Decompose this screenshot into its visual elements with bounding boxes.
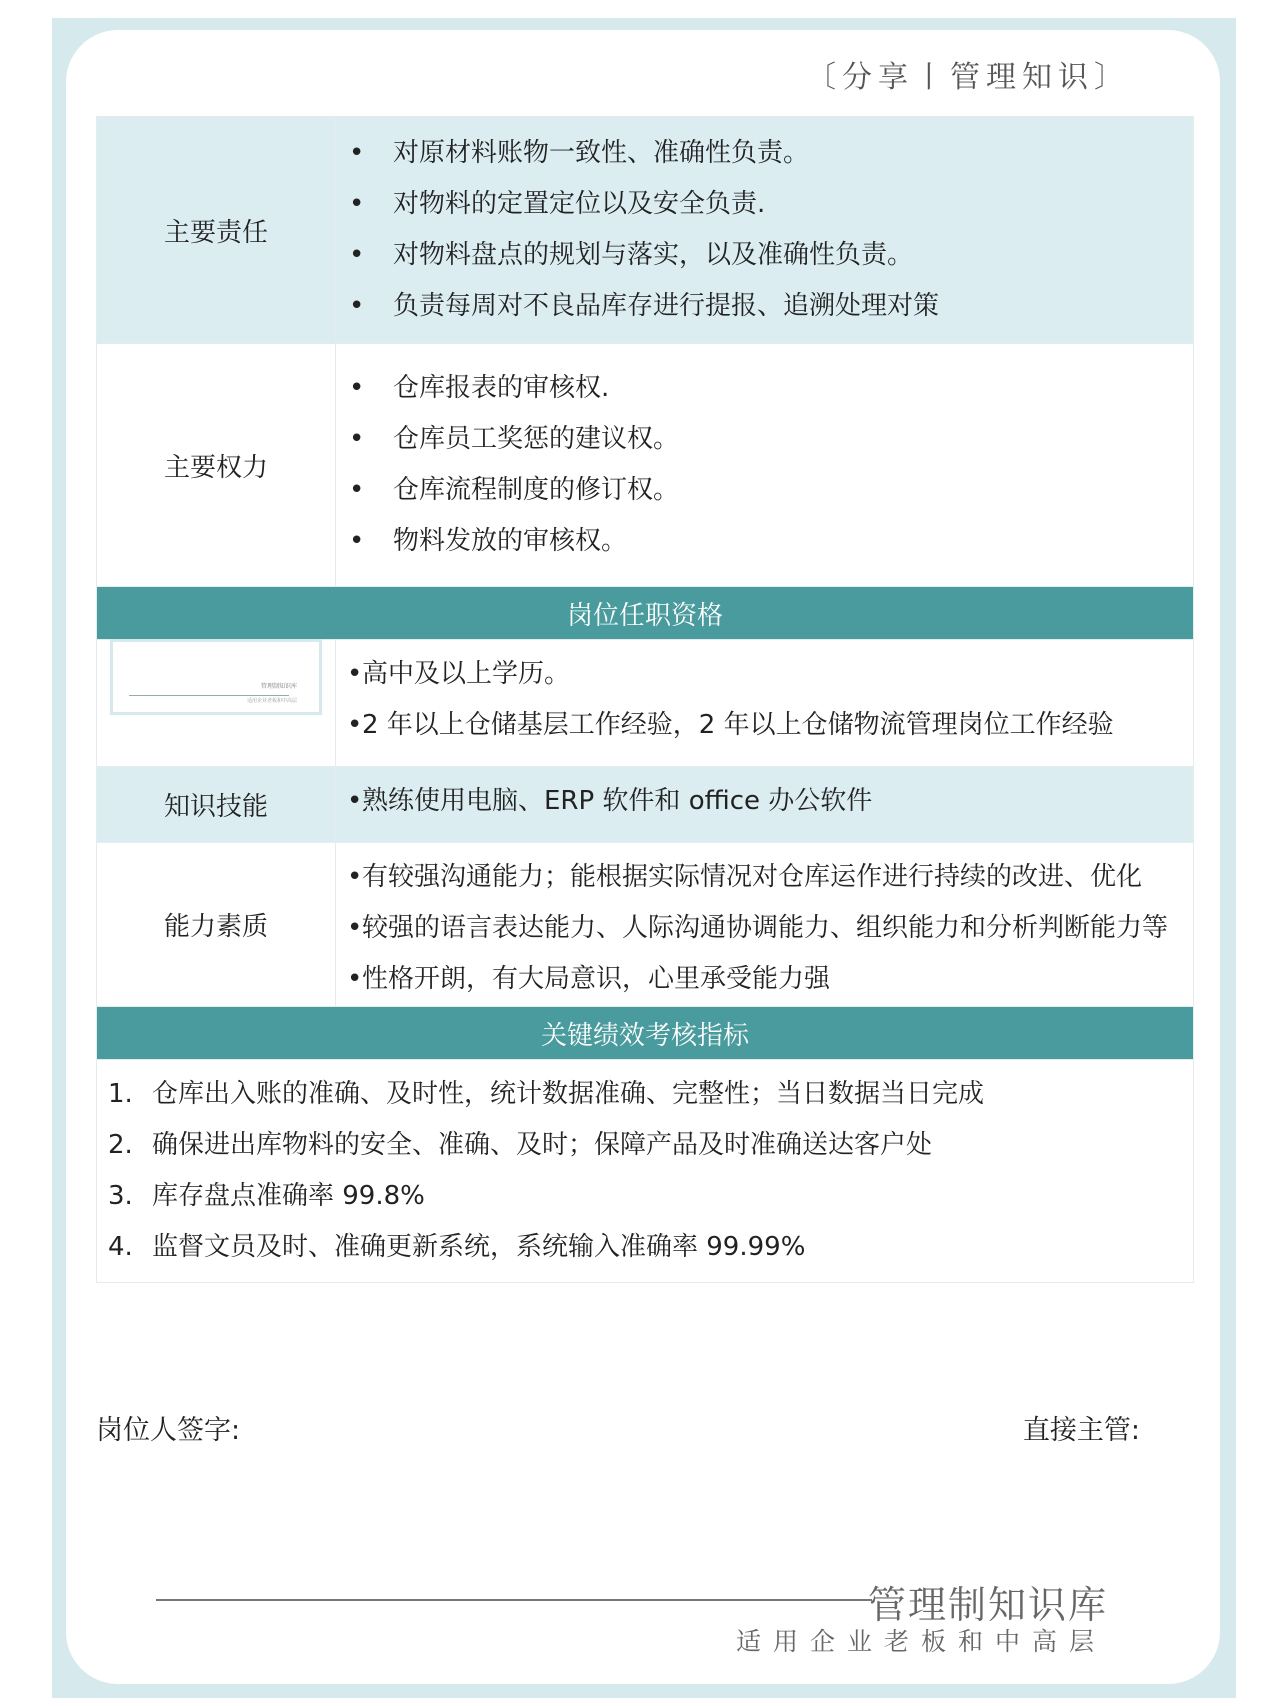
- list-item: [108, 1069, 1182, 1120]
- knowledge-content: [336, 767, 1194, 843]
- list-item: • 高中及以上学历。: [347, 649, 1182, 700]
- kpi-header-row: [97, 1007, 1194, 1060]
- qualification-section-title: 岗位任职资格: [97, 587, 1194, 640]
- kpi-number: 4.: [108, 1232, 133, 1262]
- authority-content: [336, 344, 1194, 587]
- list-item: • 2 年以上仓储基层工作经验，2 年以上仓储物流管理岗位工作经验: [347, 700, 1182, 751]
- kpi-number: 3.: [108, 1181, 133, 1211]
- kpi-content: [97, 1060, 1194, 1283]
- footer-divider: [156, 1599, 872, 1601]
- job-description-table: [96, 116, 1194, 1283]
- list-item: • 对物料的定置定位以及安全负责.: [349, 179, 1192, 230]
- holder-signature-label: 岗位人签字:: [96, 1415, 241, 1446]
- list-item: • 对物料盘点的规划与落实，以及准确性负责。: [349, 230, 1192, 281]
- kpi-text: 仓库出入账的准确、及时性，统计数据准确、完整性；当日数据当日完成: [152, 1079, 985, 1109]
- footer-title: 管理制知识库: [867, 1583, 1108, 1627]
- responsibilities-list: [337, 118, 1192, 342]
- authority-label: 主要权力: [97, 344, 336, 587]
- ability-content: [336, 843, 1194, 1007]
- list-item: [108, 1120, 1182, 1171]
- kpi-section-title: 关键绩效考核指标: [97, 1007, 1194, 1060]
- list-item: • 较强的语言表达能力、人际沟通协调能力、组织能力和分析判断能力等: [347, 903, 1182, 954]
- kpi-text: 确保进出库物料的安全、准确、及时；保障产品及时准确送达客户处: [152, 1130, 933, 1160]
- kpi-number: 2.: [108, 1130, 133, 1160]
- authority-list: [337, 345, 1192, 585]
- responsibilities-content: [336, 117, 1194, 344]
- list-item: • 有较强沟通能力；能根据实际情况对仓库运作进行持续的改进、优化: [347, 852, 1182, 903]
- thumbnail-title: 管理制知识库: [260, 683, 297, 690]
- kpi-text: 监督文员及时、准确更新系统，系统输入准确率 99.99%: [152, 1232, 806, 1262]
- ability-row: [97, 843, 1194, 1007]
- ability-list: [337, 844, 1192, 1005]
- kpi-number: 1.: [108, 1079, 133, 1109]
- list-item: • 仓库员工奖惩的建议权。: [349, 414, 1192, 465]
- signature-row: [96, 1408, 1140, 1447]
- list-item: • 熟练使用电脑、ERP 软件和 office 办公软件: [347, 776, 1182, 827]
- education-row: [97, 640, 1194, 767]
- knowledge-label: 知识技能: [97, 767, 336, 843]
- kpi-row: [97, 1060, 1194, 1283]
- list-item: • 仓库报表的审核权.: [349, 363, 1192, 414]
- supervisor-signature-label: 直接主管:: [1022, 1415, 1140, 1446]
- watermark-thumbnail: [110, 639, 322, 715]
- knowledge-list: [337, 768, 1192, 835]
- education-list: [337, 641, 1192, 765]
- list-item: • 仓库流程制度的修订权。: [349, 465, 1192, 516]
- education-content: [336, 640, 1194, 767]
- qualification-header-row: [97, 587, 1194, 640]
- thumbnail-line: [129, 695, 289, 696]
- list-item: • 物料发放的审核权。: [349, 516, 1192, 567]
- knowledge-row: [97, 767, 1194, 843]
- list-item: • 负责每周对不良品库存进行提报、追溯处理对策: [349, 281, 1192, 332]
- responsibilities-label: 主要责任: [97, 117, 336, 344]
- footer-subtitle: 适用企业老板和中高层: [735, 1627, 1106, 1656]
- thumbnail-subtitle: 适用企业老板和中高层: [246, 698, 297, 704]
- ability-label: 能力素质: [97, 843, 336, 1007]
- education-label-cell: [97, 640, 336, 767]
- list-item: [108, 1171, 1182, 1222]
- header-tag: 〔分享丨管理知识〕: [806, 60, 1130, 95]
- list-item: [108, 1222, 1182, 1273]
- kpi-text: 库存盘点准确率 99.8%: [152, 1181, 425, 1211]
- list-item: • 对原材料账物一致性、准确性负责。: [349, 128, 1192, 179]
- authority-row: [97, 344, 1194, 587]
- kpi-list: [98, 1061, 1192, 1281]
- responsibilities-row: [97, 117, 1194, 344]
- list-item: • 性格开朗，有大局意识，心里承受能力强: [347, 954, 1182, 1005]
